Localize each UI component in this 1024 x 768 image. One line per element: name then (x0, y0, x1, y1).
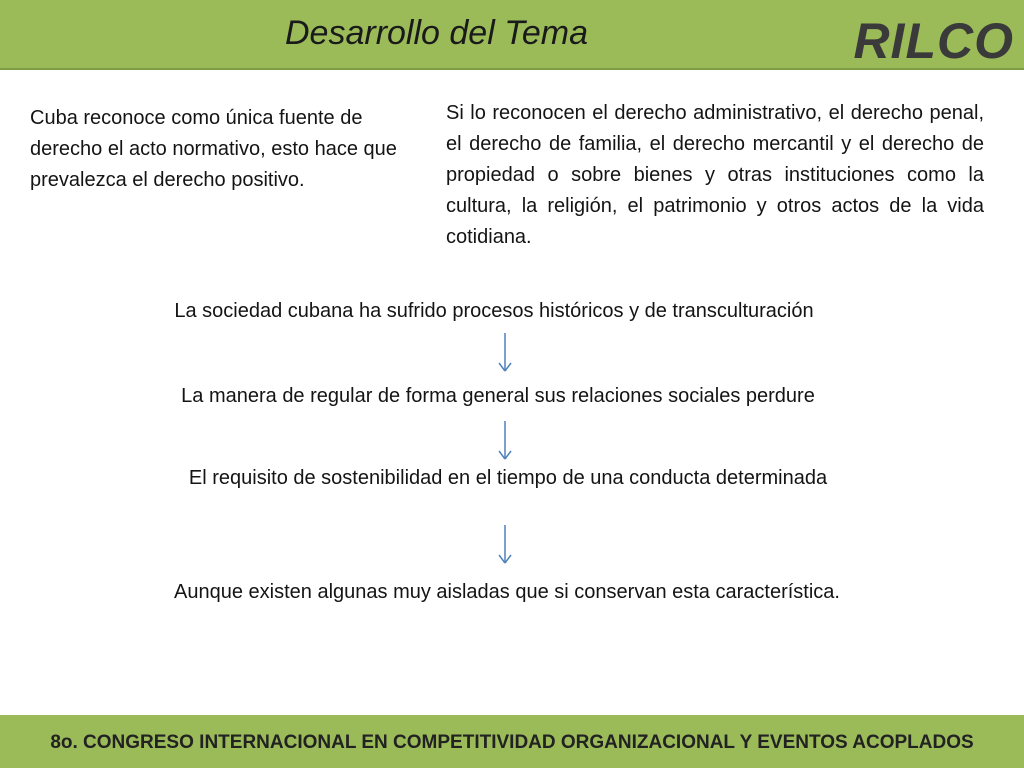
flow-step-2: La manera de regular de forma general sus relaciones sociales perdure (181, 385, 815, 407)
flow-step-4: Aunque existen algunas muy aisladas que si conservan esta característica. (174, 581, 840, 603)
right-text-block: Si lo reconocen el derecho administrativo, el derecho penal, el derecho de familia, el derecho mercantil y el derecho de propiedad o sobre bienes y otras instituciones como la cultura, la religión, el patrimonio y otros actos de la vida cotidiana. (446, 102, 984, 248)
down-arrow-icon (497, 421, 513, 461)
slide-title: Desarrollo del Tema (285, 14, 588, 52)
header-bar (0, 0, 1024, 70)
down-arrow-icon (497, 525, 513, 565)
footer-bar (0, 715, 1024, 768)
footer-text: 8o. CONGRESO INTERNACIONAL EN COMPETITIVIDAD ORGANIZACIONAL Y EVENTOS ACOPLADOS (50, 732, 974, 753)
left-text-block: Cuba reconoce como única fuente de derecho el acto normativo, esto hace que prevalezca el derecho positivo. (30, 107, 397, 191)
brand-logo-text: RILCO (853, 13, 1014, 69)
flow-step-1: La sociedad cubana ha sufrido procesos históricos y de transculturación (174, 300, 814, 322)
down-arrow-icon (497, 333, 513, 373)
flow-step-3: El requisito de sostenibilidad en el tiempo de una conducta determinada (188, 467, 828, 489)
